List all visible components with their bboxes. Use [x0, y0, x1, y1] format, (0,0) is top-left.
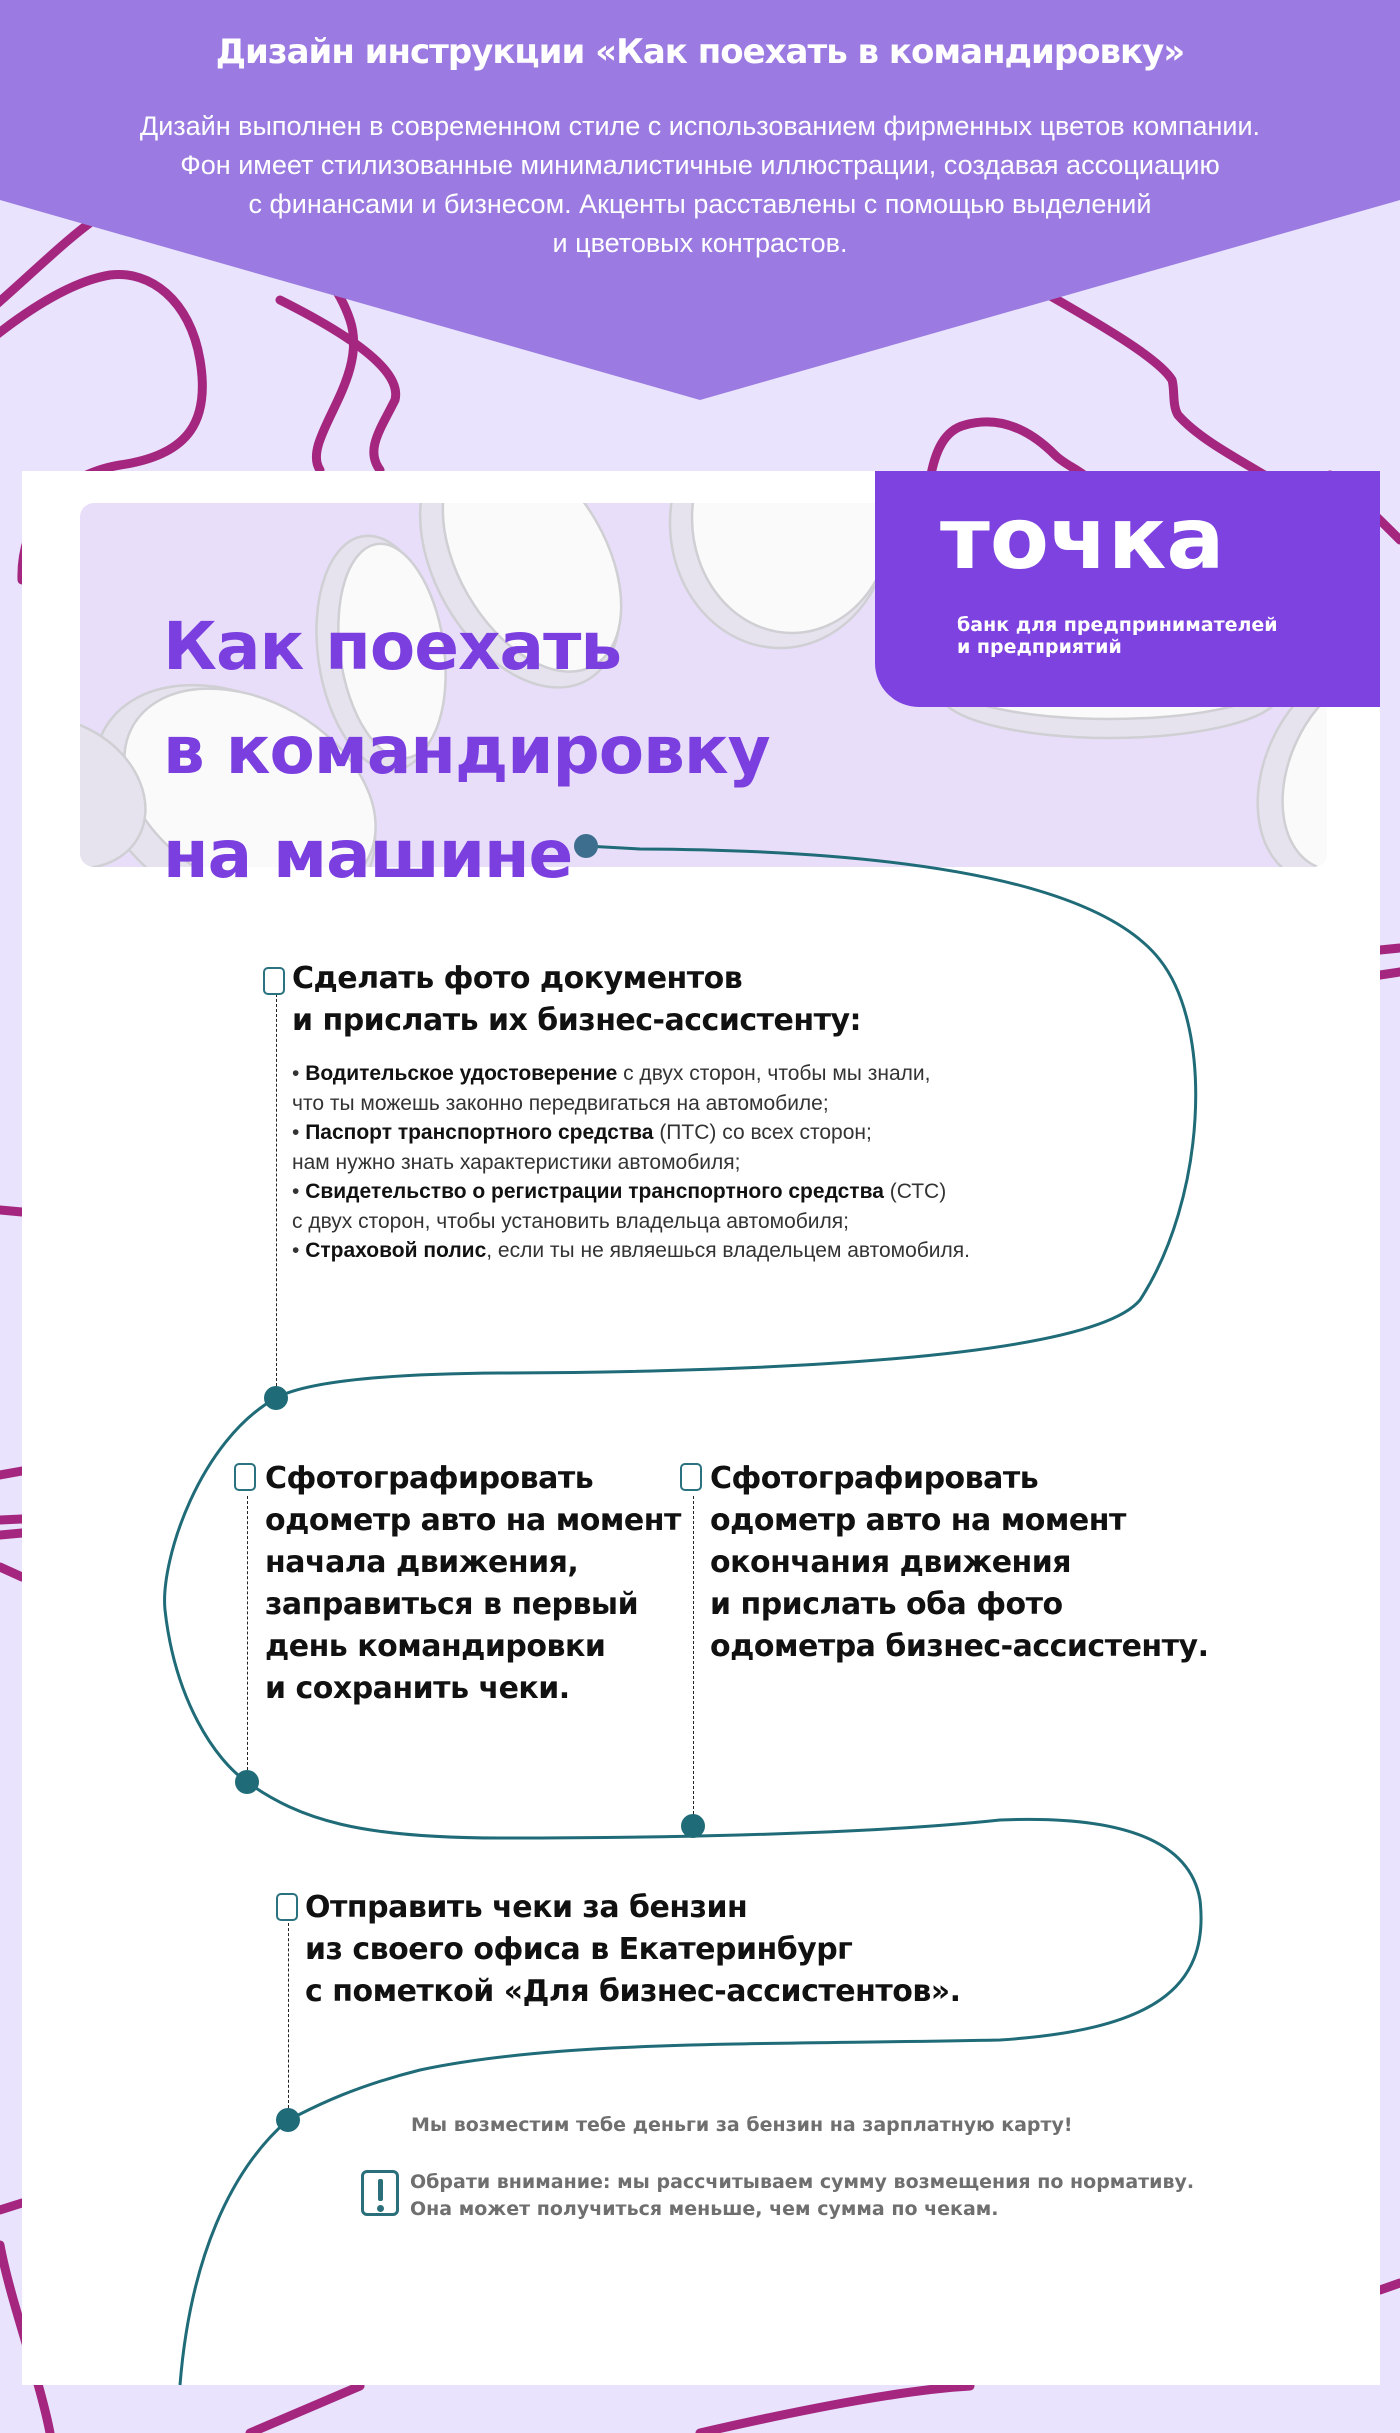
- step-title-line: Сфотографировать: [265, 1461, 594, 1496]
- list-item-bold: Свидетельство о регистрации транспортного средства: [305, 1180, 884, 1203]
- brand-logo: [875, 471, 1380, 707]
- header-description-line: и цветовых контрастов.: [552, 228, 848, 258]
- dashed-connector: [247, 1496, 248, 1770]
- checkbox-outline-icon: [234, 1463, 256, 1491]
- list-item: • Водительское удостоверение с двух сторон, чтобы мы знали,: [292, 1062, 931, 1085]
- dashed-connector: [288, 1918, 289, 2108]
- step-1-document-list: [292, 1059, 970, 1266]
- list-item: • Паспорт транспортного средства (ПТС) со всех сторон;: [292, 1121, 872, 1144]
- list-item-bold: Паспорт транспортного средства: [305, 1121, 654, 1144]
- list-item-continuation: с двух сторон, чтобы установить владельца автомобиля;: [292, 1209, 849, 1233]
- checkbox-outline-icon: [276, 1893, 298, 1921]
- list-item-bold: Водительское удостоверение: [305, 1062, 618, 1085]
- step-4-title: [305, 1887, 961, 2013]
- banner-title-line: на машине: [163, 816, 573, 893]
- list-item-text: (ПТС) со всех сторон;: [653, 1121, 872, 1144]
- refund-note: Мы возместим тебе деньги за бензин на зарплатную карту!: [411, 2114, 1073, 2136]
- warning-note-line: Она может получиться меньше, чем сумма по чекам.: [410, 2198, 999, 2220]
- step-title-line: начала движения,: [265, 1545, 579, 1580]
- brand-tagline-line: и предприятий: [957, 636, 1122, 658]
- step-title-line: день командировки: [265, 1629, 606, 1664]
- step-title-line: из своего офиса в Екатеринбург: [305, 1932, 853, 1967]
- step-3-title: [710, 1458, 1209, 1668]
- dashed-connector: [276, 994, 277, 1386]
- warning-note: [410, 2169, 1194, 2223]
- brand-tagline-line: банк для предпринимателей: [957, 614, 1278, 636]
- banner-title-line: в командировку: [163, 712, 770, 789]
- list-item-continuation: нам нужно знать характеристики автомобиля;: [292, 1150, 741, 1174]
- header-description-line: Фон имеет стилизованные минималистичные иллюстрации, создавая ассоциацию: [180, 150, 1220, 180]
- step-title-line: заправиться в первый: [265, 1587, 639, 1622]
- step-title-line: Сделать фото документов: [292, 961, 743, 996]
- step-title-line: Отправить чеки за бензин: [305, 1890, 748, 1925]
- brand-tagline: [957, 614, 1278, 658]
- exclamation-box-icon: [361, 2170, 399, 2216]
- step-title-line: Сфотографировать: [710, 1461, 1039, 1496]
- step-title-line: и сохранить чеки.: [265, 1671, 570, 1706]
- header-description: [40, 107, 1360, 263]
- brand-name: точка: [940, 489, 1225, 589]
- list-item: • Страховой полис, если ты не являешься владельцем автомобиля.: [292, 1239, 970, 1262]
- list-item-text: , если ты не являешься владельцем автомобиля.: [486, 1239, 970, 1262]
- step-title-line: одометр авто на момент: [710, 1503, 1126, 1538]
- list-item-text: с двух сторон, чтобы мы знали,: [617, 1062, 931, 1085]
- checkbox-outline-icon: [263, 967, 285, 995]
- step-title-line: одометра бизнес-ассистенту.: [710, 1629, 1209, 1664]
- checkbox-outline-icon: [680, 1463, 702, 1491]
- header-description-line: с финансами и бизнесом. Акценты расставлены с помощью выделений: [248, 189, 1152, 219]
- step-2-title: [265, 1458, 681, 1710]
- list-item-continuation: что ты можешь законно передвигаться на автомобиле;: [292, 1091, 829, 1115]
- step-title-line: окончания движения: [710, 1545, 1072, 1580]
- step-1-title: [292, 958, 861, 1042]
- step-title-line: и прислать их бизнес-ассистенту:: [292, 1003, 862, 1038]
- list-item-bold: Страховой полис: [305, 1239, 487, 1262]
- step-title-line: и прислать оба фото: [710, 1587, 1063, 1622]
- warning-note-line: Обрати внимание: мы рассчитываем сумму возмещения по нормативу.: [410, 2171, 1195, 2193]
- list-item: • Свидетельство о регистрации транспортного средства (СТС): [292, 1180, 947, 1203]
- header-description-line: Дизайн выполнен в современном стиле с использованием фирменных цветов компании.: [139, 111, 1261, 141]
- step-title-line: одометр авто на момент: [265, 1503, 681, 1538]
- list-item-text: (СТС): [883, 1180, 947, 1203]
- banner-title-line: Как поехать: [163, 608, 622, 685]
- step-title-line: с пометкой «Для бизнес-ассистентов».: [305, 1974, 961, 2009]
- dashed-connector: [693, 1496, 694, 1814]
- header-title: Дизайн инструкции «Как поехать в командировку»: [215, 32, 1185, 72]
- banner-title: [163, 595, 770, 907]
